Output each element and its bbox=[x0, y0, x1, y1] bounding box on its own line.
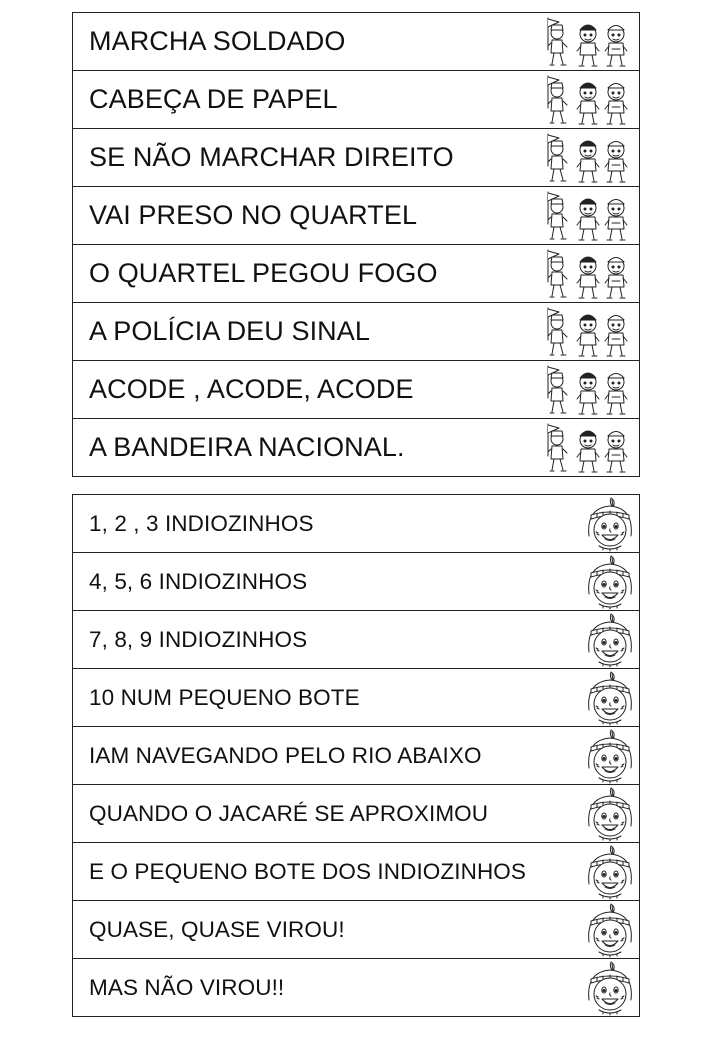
table-row bbox=[72, 13, 640, 71]
lyric-line: VAI PRESO NO QUARTEL bbox=[89, 200, 418, 230]
table-row bbox=[72, 303, 640, 361]
lyric-line: 10 NUM PEQUENO BOTE bbox=[89, 684, 360, 710]
marching-soldiers-icon bbox=[545, 16, 631, 68]
indian-child-face-icon bbox=[583, 902, 637, 958]
table-row bbox=[72, 187, 640, 245]
marching-soldiers-icon bbox=[545, 74, 631, 126]
lyric-line: IAM NAVEGANDO PELO RIO ABAIXO bbox=[89, 742, 482, 768]
lyric-line: 4, 5, 6 INDIOZINHOS bbox=[89, 568, 308, 594]
lyric-line: MARCHA SOLDADO bbox=[89, 26, 346, 56]
indian-child-face-icon bbox=[583, 496, 637, 552]
lyric-line: 1, 2 , 3 INDIOZINHOS bbox=[89, 510, 314, 536]
lyric-line: A POLÍCIA DEU SINAL bbox=[89, 316, 371, 346]
marching-soldiers-icon bbox=[545, 364, 631, 416]
table-row bbox=[72, 901, 640, 959]
table-row bbox=[72, 71, 640, 129]
lyric-line: O QUARTEL PEGOU FOGO bbox=[89, 258, 438, 288]
indian-child-face-icon bbox=[583, 960, 637, 1016]
lyric-line: 7, 8, 9 INDIOZINHOS bbox=[89, 626, 308, 652]
table-row bbox=[72, 553, 640, 611]
marcha-soldado-table bbox=[72, 12, 640, 477]
marching-soldiers-icon bbox=[545, 306, 631, 358]
lyric-line: SE NÃO MARCHAR DIREITO bbox=[89, 142, 454, 172]
lyric-line: QUANDO O JACARÉ SE APROXIMOU bbox=[89, 800, 489, 826]
table-row bbox=[72, 727, 640, 785]
marching-soldiers-icon bbox=[545, 422, 631, 474]
lyric-line: QUASE, QUASE VIROU! bbox=[89, 916, 345, 942]
marching-soldiers-icon bbox=[545, 190, 631, 242]
table-row bbox=[72, 129, 640, 187]
indian-child-face-icon bbox=[583, 612, 637, 668]
indian-child-face-icon bbox=[583, 728, 637, 784]
lyric-line: ACODE , ACODE, ACODE bbox=[89, 374, 414, 404]
table-row bbox=[72, 959, 640, 1017]
lyric-line: A BANDEIRA NACIONAL. bbox=[89, 432, 405, 462]
indian-child-face-icon bbox=[583, 844, 637, 900]
table-row bbox=[72, 361, 640, 419]
marching-soldiers-icon bbox=[545, 132, 631, 184]
table-row bbox=[72, 419, 640, 477]
table-row bbox=[72, 843, 640, 901]
table-row bbox=[72, 611, 640, 669]
table-row bbox=[72, 245, 640, 303]
table-row bbox=[72, 785, 640, 843]
lyric-line: E O PEQUENO BOTE DOS INDIOZINHOS bbox=[89, 858, 527, 884]
indian-child-face-icon bbox=[583, 670, 637, 726]
lyric-line: CABEÇA DE PAPEL bbox=[89, 84, 338, 114]
table-row bbox=[72, 495, 640, 553]
indian-child-face-icon bbox=[583, 786, 637, 842]
lyric-line: MAS NÃO VIROU!! bbox=[89, 974, 285, 1000]
indian-child-face-icon bbox=[583, 554, 637, 610]
marching-soldiers-icon bbox=[545, 248, 631, 300]
table-row bbox=[72, 669, 640, 727]
indiozinhos-table bbox=[72, 494, 640, 1017]
